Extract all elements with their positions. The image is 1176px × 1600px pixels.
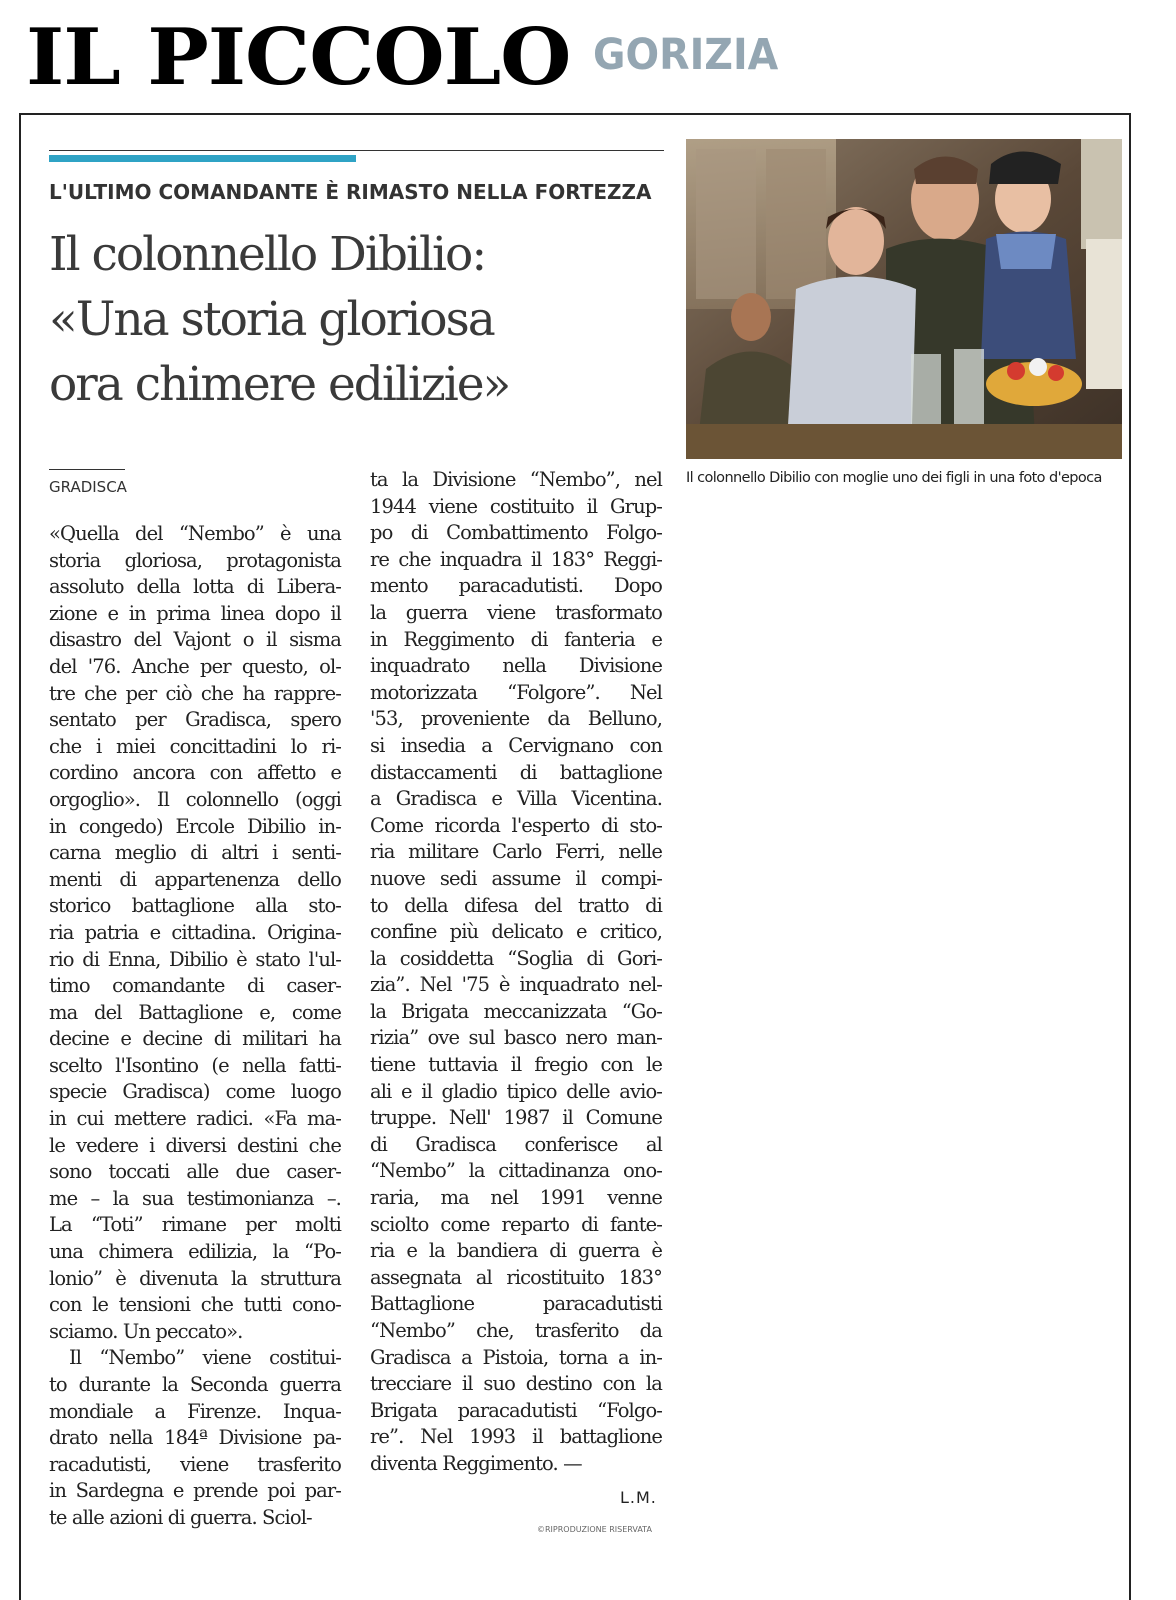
body-line: 1944 viene costituito il Grup- — [370, 494, 662, 518]
accent-bar — [49, 155, 356, 162]
body-line: la cosiddetta “Soglia di Gori- — [370, 946, 662, 970]
body-line: specie Gradisca) come luogo — [49, 1080, 341, 1104]
rights-notice: ©RIPRODUZIONE RISERVATA — [537, 1525, 652, 1534]
body-line: assegnata al ricostituito 183° — [370, 1265, 662, 1289]
article-kicker: L'ULTIMO COMANDANTE È RIMASTO NELLA FORTEZZA — [49, 180, 652, 204]
body-line: scelto l'Isontino (e nella fatti- — [49, 1053, 341, 1077]
body-line: trecciare il suo destino con la — [370, 1372, 662, 1396]
body-line: storia gloriosa, protagonista — [49, 548, 341, 572]
body-line: a Gradisca e Villa Vicentina. — [370, 787, 662, 811]
body-line: inquadrato nella Divisione — [370, 654, 662, 678]
body-line: una chimera edilizia, la “Po- — [49, 1240, 341, 1264]
body-line: to della difesa del tratto di — [370, 893, 662, 917]
masthead — [26, 12, 571, 103]
body-line: sciolto come reparto di fante- — [370, 1212, 662, 1236]
body-line: “Nembo” la cittadinanza ono- — [370, 1159, 662, 1183]
body-line: storico battaglione alla sto- — [49, 894, 341, 918]
body-line: che i miei concittadini lo ri- — [49, 734, 341, 758]
body-line: in Reggimento di fanteria e — [370, 627, 662, 651]
body-line: Gradisca a Pistoia, torna a in- — [370, 1345, 662, 1369]
body-line: menti di appartenenza dello — [49, 867, 341, 891]
body-line: in congedo) Ercole Dibilio in- — [49, 814, 341, 838]
body-line: to durante la Seconda guerra — [49, 1373, 341, 1396]
body-line: del '76. Anche per questo, ol- — [49, 654, 341, 678]
photo-illustration — [686, 139, 1122, 459]
body-line: disastro del Vajont o il sisma — [49, 628, 341, 652]
headline-line: ora chimere edilizie» — [49, 357, 510, 412]
body-column-1 — [49, 521, 341, 1532]
body-line: in Sardegna e prende poi par- — [49, 1479, 341, 1503]
newspaper-name: IL PICCOLO — [26, 12, 571, 103]
body-line: sono toccati alle due caser- — [49, 1160, 341, 1184]
body-line: truppe. Nell' 1987 il Comune — [370, 1106, 662, 1130]
body-line: si insedia a Cervignano con — [370, 733, 662, 757]
headline-line: «Una storia gloriosa — [49, 292, 494, 347]
body-column-2 — [370, 467, 662, 1478]
article-photo — [686, 139, 1122, 459]
body-line: Battaglione paracadutisti — [370, 1292, 662, 1316]
body-line: racadutisti, viene trasferito — [49, 1452, 341, 1476]
body-line: raria, ma nel 1991 venne — [370, 1186, 662, 1210]
body-line: mento paracadutisti. Dopo — [370, 574, 662, 598]
body-line: con le tensioni che tutti cono- — [49, 1293, 341, 1317]
body-line: “Nembo” che, trasferito da — [370, 1319, 662, 1342]
dateline: GRADISCA — [49, 478, 127, 496]
body-line: sciamo. Un peccato». — [49, 1319, 243, 1343]
body-line: confine più delicato e critico, — [370, 920, 662, 944]
body-line: lonio” è divenuta la struttura — [49, 1266, 341, 1290]
body-line: timo comandante di caser- — [49, 974, 341, 998]
body-line: Brigata paracadutisti “Folgo- — [370, 1398, 662, 1422]
body-line: Come ricorda l'esperto di sto- — [370, 813, 662, 837]
body-line: La “Toti” rimane per molti — [49, 1213, 341, 1237]
body-line: '53, proveniente da Belluno, — [370, 707, 662, 731]
body-line: decine e decine di militari ha — [49, 1027, 341, 1051]
dateline-rule — [49, 469, 125, 470]
headline-line: Il colonnello Dibilio: — [49, 227, 486, 282]
body-line: ria e la bandiera di guerra è — [370, 1239, 662, 1263]
body-line: cordino ancora con affetto e — [49, 761, 341, 785]
body-line: re”. Nel 1993 il battaglione — [370, 1425, 662, 1449]
body-line: in cui mettere radici. «Fa ma- — [49, 1107, 341, 1131]
body-line: po di Combattimento Folgo- — [370, 521, 662, 545]
body-line: «Quella del “Nembo” è una — [49, 522, 341, 545]
body-line: me – la sua testimonianza –. — [49, 1186, 341, 1210]
body-line: motorizzata “Folgore”. Nel — [370, 680, 662, 704]
body-line: assoluto della lotta di Libera- — [49, 575, 341, 599]
photo-caption: Il colonnello Dibilio con moglie uno dei figli in una foto d'epoca — [686, 470, 1102, 486]
body-line: ria militare Carlo Ferri, nelle — [370, 840, 662, 864]
body-line: distaccamenti di battaglione — [370, 760, 662, 784]
body-line: zia”. Nel '75 è inquadrato nel- — [370, 973, 662, 997]
body-line: ma del Battaglione e, come — [49, 1000, 341, 1024]
body-line: la Brigata meccanizzata “Go- — [370, 999, 662, 1023]
body-line: carna meglio di altri i senti- — [49, 841, 341, 865]
author-signature: L.M. — [620, 1488, 657, 1507]
body-line: zione e in prima linea dopo il — [49, 601, 341, 625]
body-line: ali e il gladio tipico delle avio- — [370, 1079, 662, 1103]
body-line: ta la Divisione “Nembo”, nel — [370, 468, 662, 491]
body-line: di Gradisca conferisce al — [370, 1132, 662, 1156]
body-line: rio di Enna, Dibilio è stato l'ul- — [49, 947, 341, 971]
body-line: te alle azioni di guerra. Sciol- — [49, 1505, 312, 1529]
body-line: mondiale a Firenze. Inqua- — [49, 1399, 341, 1423]
body-line: re che inquadra il 183° Reggi- — [370, 547, 662, 571]
body-line: le vedere i diversi destini che — [49, 1133, 341, 1157]
body-line: tiene tuttavia il fregio con le — [370, 1053, 662, 1077]
top-rule — [49, 150, 664, 151]
article-headline — [49, 222, 674, 417]
body-line: la guerra viene trasformato — [370, 600, 662, 624]
edition-label: GORIZIA — [593, 30, 779, 80]
body-line: ria patria e cittadina. Origina- — [49, 920, 341, 944]
body-line: tre che per ciò che ha rappre- — [49, 681, 341, 705]
body-line: nuove sedi assume il compi- — [370, 866, 662, 890]
body-line: Il “Nembo” viene costitui- — [69, 1346, 341, 1370]
body-line: drato nella 184ª Divisione pa- — [49, 1426, 341, 1450]
body-line: diventa Reggimento. — — [370, 1451, 582, 1475]
body-line: sentato per Gradisca, spero — [49, 708, 341, 732]
body-line: rizia” ove sul basco nero man- — [370, 1026, 662, 1050]
body-line: orgoglio». Il colonnello (oggi — [49, 787, 341, 811]
